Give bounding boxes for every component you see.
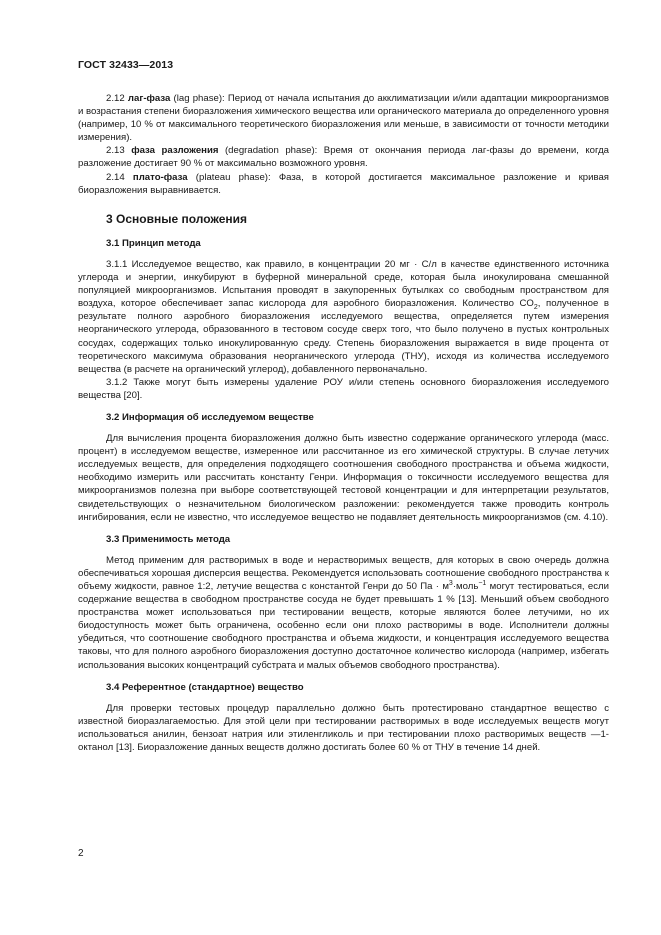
section-3-4-heading: 3.4 Референтное (стандартное) вещество: [106, 681, 304, 693]
definition-number: 2.14: [106, 171, 125, 183]
paragraph-3-4: Для проверки тестовых процедур параллельно должно быть протестировано стандартное вещество с известной биоразлагаемостью. Для этой цели при тестировании растворимых в воде исследуемых веществ могут использоваться анилин, бензоат натрия или этиленгликоль и при тестировании плохо растворимых веществ —1-октанол [13]. Биоразложение данных веществ должно достигать более 60 % от ТНУ в течение 14 дней.: [78, 702, 609, 754]
document-header: ГОСТ 32433—2013: [78, 59, 174, 71]
definition-2-14: [78, 171, 609, 197]
definition-text: (lag phase): Период от начала испытания до акклиматизации и/или адаптации микроорганизмов и возрастания степени биоразложения химического вещества или органического материала до определенного уровня (например, 10 % от максимального теоретического биоразложения или меньше, в зависимости от точности методики измерения).: [78, 93, 610, 144]
paragraph-3-1-2: 3.1.2 Также могут быть измерены удаление РОУ и/или степень основного биоразложения исследуемого вещества [20].: [78, 376, 609, 401]
section-3-heading: 3 Основные положения: [106, 211, 248, 226]
paragraph-3-1-1: [78, 258, 609, 376]
section-3-3-heading: 3.3 Применимость метода: [106, 533, 231, 545]
document-body: [78, 92, 609, 754]
definition-text: (degradation phase): Время от окончания периода лаг-фазы до времени, когда разложение достигает 90 % от максимально возможного уровня.: [78, 145, 609, 170]
definition-number: 2.12: [106, 93, 125, 104]
definition-term: фаза разложения: [131, 145, 219, 157]
paragraph-text: ·моль: [452, 581, 479, 592]
page-number: 2: [78, 848, 84, 859]
definition-term: плато-фаза: [132, 171, 188, 183]
subscript: 2: [533, 304, 538, 312]
paragraph-3-3: [78, 554, 609, 672]
definition-2-13: [78, 144, 609, 170]
paragraph-3-2: Для вычисления процента биоразложения должно быть известно содержание органического углерода (масс. процент) в исследуемом веществе, измеренное или рассчитанное из его химической структуры. В случае летучих исследуемых веществ, для определения подходящего соотношения свободного пространства и объема жидкости, необходимо измерить или рассчитать константу Генри. Информация о токсичности исследуемого вещества для микроорганизмов полезна при выборе соответствующей тестовой концентрации и для интерпретации результатов, свидетельствующих о незначительном биологическом разложении: рекомендуется также проводить контроль ингибирования, если не известно, что исследуемое вещество не подавляет деятельность микроорганизмов (см. 4.10).: [78, 433, 609, 523]
superscript: −1: [478, 579, 487, 587]
paragraph-text: Метод применим для растворимых в воде и нерастворимых веществ, для которых в свою очередь должна обеспечиваться хорошая дисперсия вещества. Рекомендуется использовать соотношение свободного пространства к объему жидкости, равное 1:2, летучие вещества с константой Генри до 50 Па · м: [78, 554, 609, 592]
definition-term: лаг-фаза: [127, 93, 171, 104]
definition-text: (plateau phase): Фаза, в которой достигается максимальное разложение и кривая биоразложения выравнивается.: [78, 171, 609, 196]
paragraph-text: могут тестироваться, если содержание вещества в свободном пространстве сосуда не будет превышать 1 % [13]. Меньший объем свободного пространства может использоваться при тестировании веществ, которые являются более летучими, но их биодоступность может быть ограничена, особенно если они плохо растворимы в воде. Исполнители должны убедиться, что соотношение свободного пространства и объема жидкости, и концентрация исследуемого вещества таковы, что для полного аэробного биоразложения доступно достаточное количество кислорода (например, избегать использования высоких концентраций субстрата и малых объемов свободного пространства).: [78, 581, 609, 671]
paragraph-text: , полученное в результате полного аэробного биоразложения исследуемого вещества, определяется путем измерения неорганического углерода, образованного в тестовом сосуде сверх того, что было получено в пустых контрольных сосудах, содержащих только инокулированную среду. Степень биоразложения выражается в виде процента от теоретического максимума образования неорганического углерода (ТНУ), исходя из количества исследуемого вещества (в расчете на органический углерод), добавленного первоначально.: [78, 298, 609, 375]
definition-number: 2.13: [106, 145, 125, 157]
definition-2-12: [78, 92, 609, 144]
section-3-1-heading: 3.1 Принцип метода: [106, 237, 201, 249]
paragraph-text: 3.1.1 Исследуемое вещество, как правило, в концентрации 20 мг · C/л в качестве единственного источника углерода и энергии, инкубируют в буферной минеральной среде, которая была инокулирована смешанной популяцией микроорганизмов. Испытания проводят в закупоренных бутылках со свободным пространством для воздуха, которое обеспечивает запас кислорода для аэробного биоразложения. Количество CO: [78, 258, 609, 310]
superscript: 3: [448, 579, 453, 587]
section-3-2-heading: 3.2 Информация об исследуемом веществе: [106, 411, 314, 423]
